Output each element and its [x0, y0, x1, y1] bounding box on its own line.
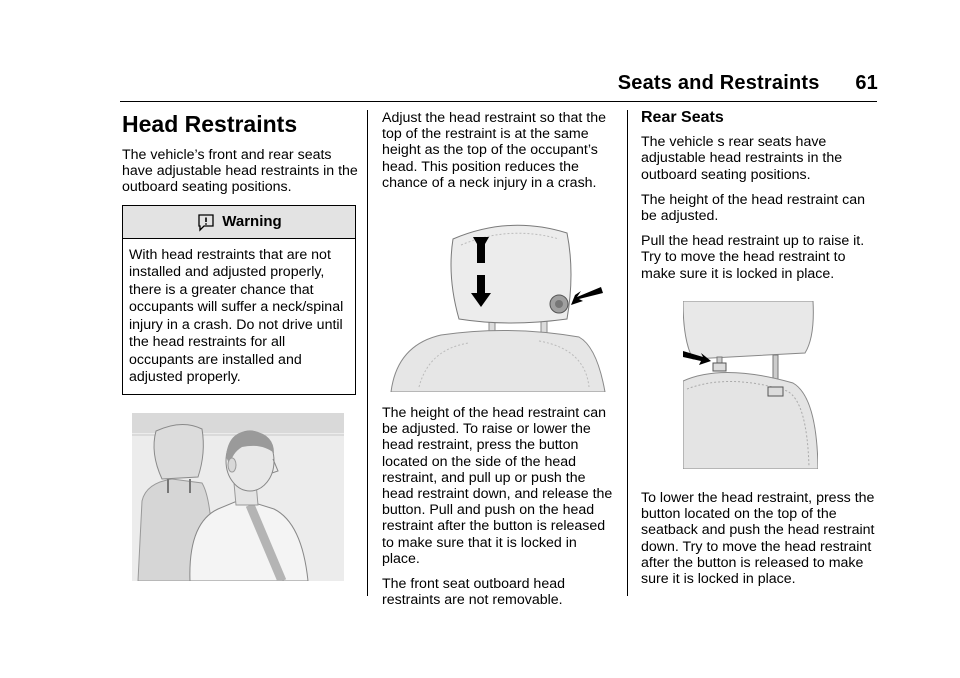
section-title: Seats and Restraints — [617, 72, 820, 94]
column-divider-1 — [367, 110, 368, 596]
column-2 — [382, 110, 618, 200]
column-3-lower — [641, 490, 877, 596]
rear-head-restraint-illustration — [683, 301, 818, 469]
rear-height-paragraph: The height of the head restraint can be adjusted. — [641, 191, 865, 225]
adjust-paragraph: Adjust the head restraint so that the top of the restraint is at the same height as the top of the occupant’s head. This position reduces the chance of a neck injury in a crash. — [382, 110, 606, 191]
header-rule — [120, 101, 877, 102]
column-1 — [122, 110, 358, 395]
not-removable-paragraph: The front seat outboard head restraints are not removable. — [382, 576, 565, 609]
warning-title: Warning — [222, 212, 282, 230]
page-number: 61 — [855, 72, 878, 94]
column-2-lower — [382, 405, 618, 617]
occupant-head-restraint-illustration — [132, 413, 344, 581]
rear-seats-heading: Rear Seats — [641, 109, 724, 126]
rear-lower-paragraph: To lower the head restraint, press the button located on the top of the seatback and push the head restraint down. Try to move the head restraint after the button is released to make sure it is locked in place. — [641, 490, 875, 588]
height-adjust-paragraph: The height of the head restraint can be adjusted. To raise or lower the head restraint, press the button located on the side of the head restraint, and pull up or push the head restraint down, and release the button. Pull and push on the head restraint after the button is released to make sure that it is locked in place. — [382, 405, 613, 567]
warning-text: With head restraints that are not installed and adjusted properly, there is a greater chance that occupants will suffer a neck/spinal injury in a crash. Do not drive until the head restraints for all occupants are installed and adjusted properly. — [129, 246, 344, 386]
front-head-restraint-illustration — [389, 217, 611, 392]
rear-intro-paragraph: The vehicle s rear seats have adjustable head restraints in the outboard seating positions. — [641, 134, 843, 183]
column-3 — [641, 110, 877, 291]
running-header — [618, 72, 878, 95]
warning-header — [123, 206, 355, 239]
intro-paragraph: The vehicle’s front and rear seats have adjustable head restraints in the outboard seating positions. — [122, 147, 358, 196]
page-title: Head Restraints — [122, 111, 298, 137]
rear-raise-paragraph: Pull the head restraint up to raise it. Try to move the head restraint to make sure it is locked in place. — [641, 233, 865, 282]
warning-icon — [196, 212, 216, 232]
warning-box — [122, 205, 356, 395]
column-divider-2 — [627, 110, 628, 596]
